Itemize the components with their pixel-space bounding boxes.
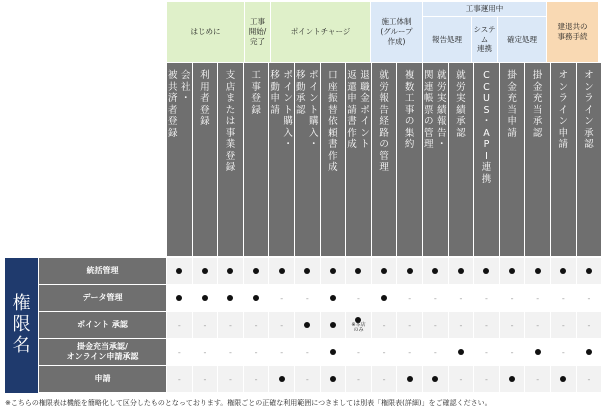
- no-permission-dash: -: [280, 347, 284, 357]
- column-header-4: [244, 63, 269, 256]
- permission-cell: [551, 366, 576, 392]
- permission-cell: [295, 312, 320, 338]
- permission-cell: [346, 339, 371, 365]
- permission-cell: [551, 258, 576, 284]
- permission-cell: [321, 312, 346, 338]
- permission-cell: [167, 285, 192, 311]
- permission-dot-icon: [176, 268, 182, 274]
- permission-cell: [193, 339, 218, 365]
- permission-cell: [218, 285, 243, 311]
- no-permission-dash: -: [459, 293, 463, 303]
- permission-dot-icon: [586, 268, 592, 274]
- column-header-15: [525, 63, 550, 256]
- column-header-line: 利 用 者 登 録: [200, 70, 210, 127]
- column-header-11: [423, 63, 448, 256]
- permission-cell: [449, 258, 474, 284]
- no-permission-dash: -: [433, 293, 437, 303]
- permission-cell: [244, 285, 269, 311]
- no-permission-dash: -: [485, 293, 488, 303]
- permission-cell: [525, 366, 550, 392]
- no-permission-dash: -: [280, 293, 284, 303]
- no-permission-dash: -: [177, 374, 181, 384]
- permission-cell: [321, 339, 346, 365]
- group-kakutei: 確定処理: [498, 17, 546, 62]
- permission-dot-icon: [483, 268, 489, 274]
- row-label-2: データ管理: [39, 285, 166, 311]
- permission-cell: [551, 339, 576, 365]
- no-permission-dash: -: [510, 347, 514, 357]
- permission-dot-icon: [381, 295, 387, 301]
- column-header-line: 就 労 実 績 承 認: [456, 70, 466, 139]
- no-permission-dash: -: [459, 320, 463, 330]
- permission-cell: [346, 258, 371, 284]
- no-permission-dash: -: [510, 293, 514, 303]
- permission-dot-icon: [253, 295, 259, 301]
- permission-cell: [346, 366, 371, 392]
- no-permission-dash: -: [254, 347, 258, 357]
- no-permission-dash: -: [587, 374, 591, 384]
- permission-dot-icon: [279, 376, 285, 382]
- permission-cell: [321, 258, 346, 284]
- permission-cell: [167, 312, 192, 338]
- permission-cell: [269, 285, 294, 311]
- permission-cell: [321, 285, 346, 311]
- permission-dot-icon: [330, 349, 336, 355]
- permission-cell: [577, 339, 602, 365]
- permission-cell: [244, 258, 269, 284]
- column-header-1: [167, 63, 192, 256]
- no-permission-dash: -: [485, 347, 488, 357]
- permission-cell: [474, 285, 499, 311]
- permission-cell: [346, 312, 371, 338]
- permission-cell: [295, 339, 320, 365]
- permission-dot-icon: [407, 268, 413, 274]
- permission-cell: [525, 285, 550, 311]
- permission-cell: [372, 339, 397, 365]
- permission-cell: [577, 312, 602, 338]
- permission-cell: [295, 258, 320, 284]
- column-header-line: C C U S ・ A P I 連 携: [481, 70, 492, 185]
- permission-cell: [551, 312, 576, 338]
- column-header-line: ポ イ ン ト 購 入 ・: [283, 70, 293, 150]
- no-permission-dash: -: [229, 374, 232, 384]
- permission-dot-icon: [202, 268, 208, 274]
- group-kentaikyo: 建退共の 事務手続: [547, 2, 598, 62]
- column-header-17: [577, 63, 602, 256]
- no-permission-dash: -: [382, 320, 386, 330]
- column-header-5: [269, 63, 294, 256]
- permission-cell: [397, 339, 422, 365]
- honten-only-note: ※本店 のみ: [351, 321, 366, 333]
- permission-dot-icon: [560, 376, 566, 382]
- permission-dot-icon: [355, 268, 361, 274]
- permission-cell: [193, 366, 218, 392]
- no-permission-dash: -: [561, 320, 565, 330]
- permission-cell: [193, 285, 218, 311]
- permission-dot-icon: [458, 349, 464, 355]
- no-permission-dash: -: [587, 293, 591, 303]
- permission-cell: [244, 312, 269, 338]
- permission-dot-icon: [458, 268, 464, 274]
- permission-cell: [449, 285, 474, 311]
- permission-cell: [372, 258, 397, 284]
- permission-dot-icon: [176, 295, 182, 301]
- no-permission-dash: -: [305, 293, 309, 303]
- no-permission-dash: -: [203, 374, 207, 384]
- permission-cell: [397, 258, 422, 284]
- permission-cell: [372, 366, 397, 392]
- column-header-line: 関 連 帳 票 の 管 理: [424, 70, 434, 150]
- column-header-6: [295, 63, 320, 256]
- permission-cell: [551, 285, 576, 311]
- column-header-2: [193, 63, 218, 256]
- permission-cell: [295, 285, 320, 311]
- permission-cell: [474, 312, 499, 338]
- no-permission-dash: -: [357, 374, 360, 384]
- column-header-line: 複 数 工 事 の 集 約: [404, 70, 415, 150]
- no-permission-dash: -: [177, 320, 181, 330]
- row-label-3: ポイント 承認: [39, 312, 166, 338]
- permission-cell: [218, 339, 243, 365]
- no-permission-dash: -: [433, 320, 437, 330]
- authority-char-1: 権: [12, 293, 31, 315]
- permission-cell: [372, 285, 397, 311]
- authority-char-2: 限: [12, 314, 31, 336]
- row-label-5: 申請: [39, 366, 166, 392]
- permission-cell: [295, 366, 320, 392]
- column-header-line: 移 動 申 請: [270, 70, 280, 116]
- no-permission-dash: -: [229, 347, 232, 357]
- permission-cell: [244, 366, 269, 392]
- column-header-13: [474, 63, 499, 256]
- column-header-line: 就 労 報 告 経 路 の 管 理: [379, 70, 389, 173]
- permission-dot-icon: [535, 349, 541, 355]
- permission-cell: [449, 366, 474, 392]
- permission-cell: [525, 339, 550, 365]
- column-header-14: [500, 63, 525, 256]
- no-permission-dash: -: [305, 374, 309, 384]
- permission-dot-icon: [560, 268, 566, 274]
- no-permission-dash: -: [587, 320, 591, 330]
- permission-dot-icon: [227, 268, 233, 274]
- permission-cell: [397, 366, 422, 392]
- no-permission-dash: -: [203, 320, 207, 330]
- column-header-line: オ ン ラ イ ン 申 請: [558, 70, 569, 150]
- column-header-line: 掛 金 充 当 承 認: [532, 70, 543, 139]
- permission-dot-icon: [330, 322, 336, 328]
- permission-cell: [525, 258, 550, 284]
- authority-char-3: 名: [12, 334, 31, 356]
- group-system: システム 連携: [472, 17, 497, 62]
- group-sekou-taisei: 施工体制 (グループ 作成): [371, 2, 422, 62]
- no-permission-dash: -: [254, 374, 258, 384]
- permission-dot-icon: [202, 295, 208, 301]
- column-header-line: 支 店 ま た は 事 業 登 録: [225, 70, 236, 173]
- permission-dot-icon: [330, 376, 336, 382]
- permission-cell: [372, 312, 397, 338]
- permission-cell: [423, 258, 448, 284]
- no-permission-dash: -: [357, 347, 360, 357]
- permission-cell: [193, 312, 218, 338]
- group-koji-start: 工事 開始/ 完了: [245, 2, 270, 62]
- column-header-line: 工 事 登 録: [251, 70, 261, 116]
- permission-cell: [218, 366, 243, 392]
- permission-cell: [244, 339, 269, 365]
- no-permission-dash: -: [408, 347, 412, 357]
- no-permission-dash: -: [536, 320, 540, 330]
- permission-cell: [577, 366, 602, 392]
- column-header-8: [346, 63, 371, 256]
- column-header-7: [321, 63, 346, 256]
- no-permission-dash: -: [408, 320, 412, 330]
- permission-cell: [193, 258, 218, 284]
- column-header-line: 返 還 申 請 書 作 成: [347, 70, 357, 150]
- permission-cell: [218, 258, 243, 284]
- permission-cell: [577, 285, 602, 311]
- no-permission-dash: -: [433, 347, 437, 357]
- no-permission-dash: -: [561, 347, 565, 357]
- group-hokoku: 報告処理: [423, 17, 471, 62]
- group-koji-unyo: 工事運用中: [423, 2, 546, 16]
- permission-cell: [423, 285, 448, 311]
- permission-dot-icon: [586, 349, 592, 355]
- no-permission-dash: -: [254, 320, 258, 330]
- permission-dot-icon: [432, 268, 438, 274]
- permission-dot-icon: [407, 376, 413, 382]
- permission-dot-icon: [432, 376, 438, 382]
- row-label-4: 掛金充当承認/ オンライン申請承認: [39, 339, 166, 365]
- permission-cell: [397, 285, 422, 311]
- permission-cell: [500, 285, 525, 311]
- permission-dot-icon: [330, 295, 336, 301]
- column-header-line: 掛 金 充 当 申 請: [507, 70, 517, 139]
- permission-cell: [423, 312, 448, 338]
- permission-cell: [525, 312, 550, 338]
- no-permission-dash: -: [510, 320, 514, 330]
- column-header-line: 移 動 承 認: [296, 70, 306, 116]
- permission-cell: [474, 366, 499, 392]
- permission-cell: [269, 312, 294, 338]
- no-permission-dash: -: [561, 293, 565, 303]
- permission-dot-icon: [381, 268, 387, 274]
- permission-cell: [449, 312, 474, 338]
- permission-cell: [218, 312, 243, 338]
- no-permission-dash: -: [382, 374, 386, 384]
- column-header-9: [372, 63, 397, 256]
- column-header-line: 口 座 振 替 依 頼 書 作 成: [328, 70, 338, 173]
- permission-dot-icon: [304, 268, 310, 274]
- permission-cell: [500, 339, 525, 365]
- permission-dot-icon: [279, 268, 285, 274]
- authority-name-label: [5, 258, 38, 393]
- permission-cell: [500, 258, 525, 284]
- permission-cell: [321, 366, 346, 392]
- permission-cell: [167, 258, 192, 284]
- column-header-10: [397, 63, 422, 256]
- column-header-12: [449, 63, 474, 256]
- footer-note: ※こちらの権限表は機能を簡略化して区分したものとなっております。権限ごとの正確な利用範囲につきましては別表「権限表(詳細)」をご確認ください。: [5, 399, 492, 407]
- no-permission-dash: -: [408, 293, 412, 303]
- no-permission-dash: -: [203, 347, 207, 357]
- no-permission-dash: -: [485, 320, 488, 330]
- permission-dot-icon: [509, 268, 515, 274]
- column-header-line: オ ン ラ イ ン 承 認: [584, 70, 594, 150]
- no-permission-dash: -: [305, 347, 309, 357]
- column-header-line: 退 職 金 ポ イ ン ト: [360, 70, 370, 150]
- permission-dot-icon: [253, 268, 259, 274]
- group-hajimeni: はじめに: [167, 2, 244, 62]
- column-header-line: 被 共 済 者 登 録: [168, 70, 178, 139]
- no-permission-dash: -: [459, 374, 463, 384]
- column-header-line: ポ イ ン ト 購 入 ・: [309, 70, 319, 150]
- permission-cell: [500, 312, 525, 338]
- permission-cell: [449, 339, 474, 365]
- column-header-16: [551, 63, 576, 256]
- permission-cell: [474, 339, 499, 365]
- permission-cell: [423, 339, 448, 365]
- no-permission-dash: -: [536, 293, 540, 303]
- permission-dot-icon: [535, 268, 541, 274]
- permission-cell: [474, 258, 499, 284]
- permission-cell: [423, 366, 448, 392]
- permission-dot-icon: [304, 322, 310, 328]
- column-header-line: 会 社 ・: [181, 70, 191, 104]
- group-point-charge: ポイントチャージ: [271, 2, 370, 62]
- permission-cell: [577, 258, 602, 284]
- no-permission-dash: -: [485, 374, 488, 384]
- permission-cell: [167, 339, 192, 365]
- permission-cell: [269, 366, 294, 392]
- no-permission-dash: -: [382, 347, 386, 357]
- no-permission-dash: -: [177, 347, 181, 357]
- permission-cell: [346, 285, 371, 311]
- column-header-line: 就 労 実 績 報 告 ・: [437, 70, 447, 150]
- permission-dot-icon: [330, 268, 336, 274]
- permission-dot-icon: [509, 376, 515, 382]
- column-header-3: [218, 63, 243, 256]
- permission-cell: [500, 366, 525, 392]
- row-label-1: 統括管理: [39, 258, 166, 284]
- permission-cell: [269, 258, 294, 284]
- permission-cell: [167, 366, 192, 392]
- permission-dot-icon: [227, 295, 233, 301]
- no-permission-dash: -: [280, 320, 284, 330]
- permission-cell: [269, 339, 294, 365]
- no-permission-dash: -: [229, 320, 232, 330]
- no-permission-dash: -: [357, 293, 360, 303]
- permission-cell: [397, 312, 422, 338]
- no-permission-dash: -: [536, 374, 540, 384]
